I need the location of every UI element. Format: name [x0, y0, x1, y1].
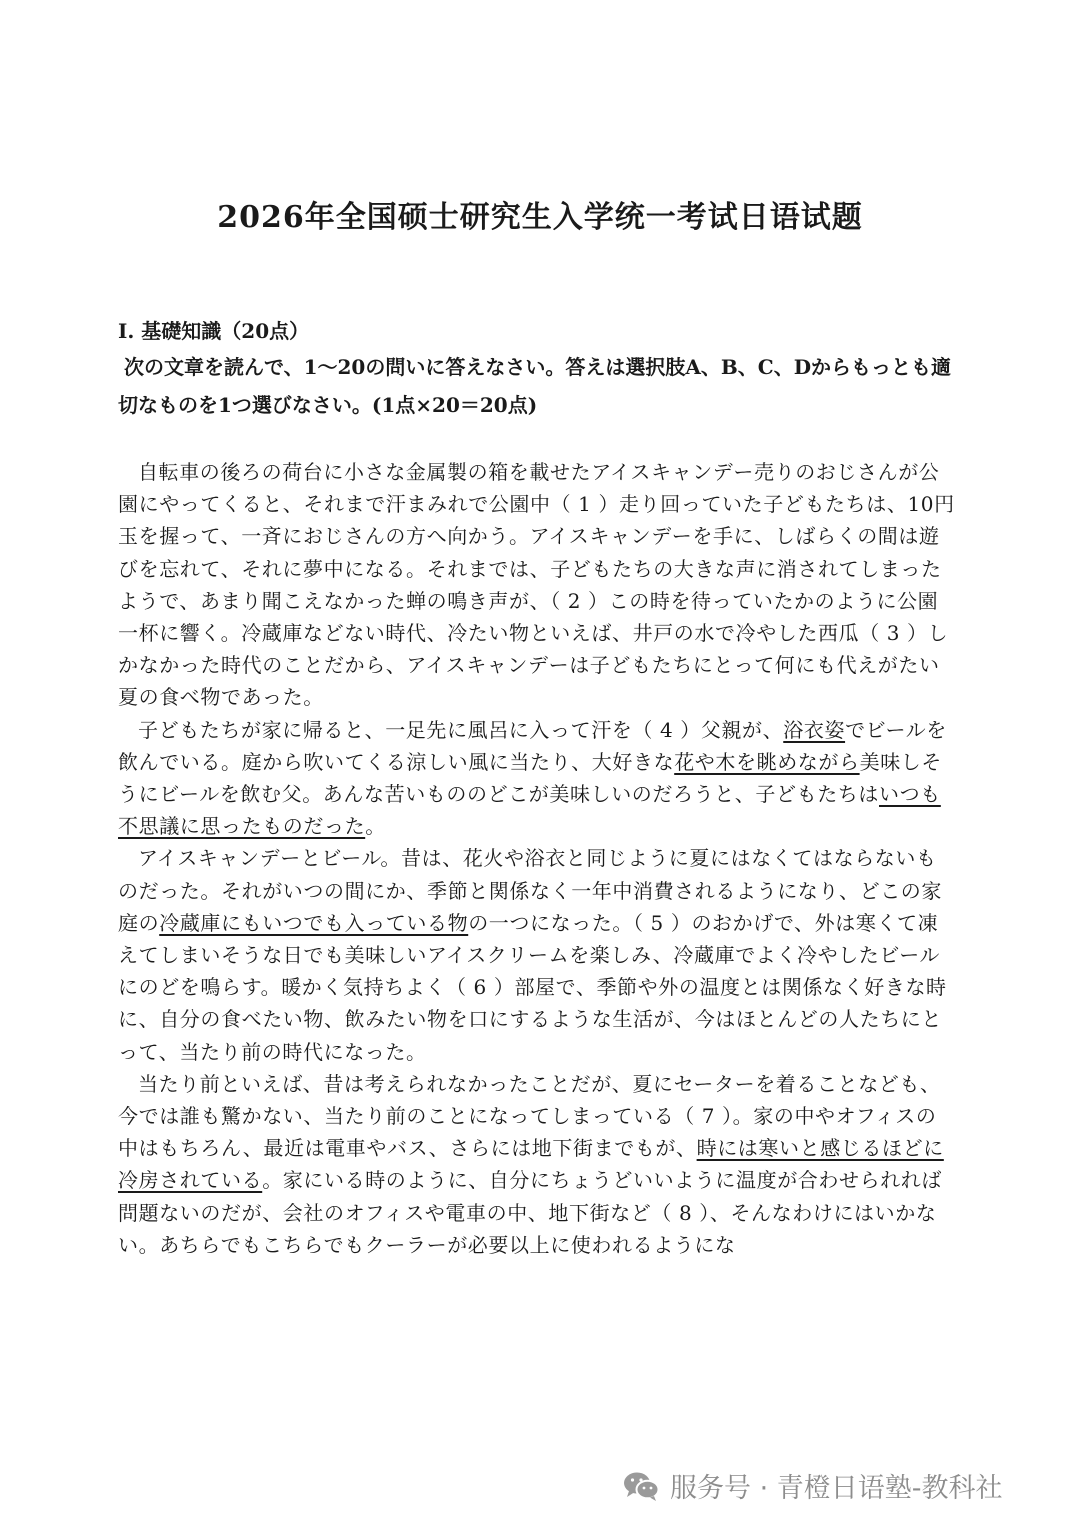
passage-text: でビールを飲んでいる。庭から吹いてくる涼しい風に当たり、大好きな — [118, 717, 947, 774]
section-heading: I. 基礎知識（20点） — [118, 319, 310, 343]
wechat-icon — [622, 1470, 660, 1502]
reading-passage — [118, 456, 956, 1261]
underlined-phrase: 花や木を眺めながら — [674, 749, 860, 774]
underlined-phrase: 時には寒いと感じるほどに冷房されている — [118, 1136, 944, 1193]
watermark — [622, 1466, 1003, 1505]
passage-text: 子どもたちが家に帰ると、一足先に風呂に入って汗を（ 4 ）父親が、 — [138, 717, 784, 742]
passage-paragraph-2 — [118, 714, 956, 843]
passage-text: 。家にいる時のように、自分にちょうどいいように温度が合わせられれば問題ないのだが、会社のオフィスや電車の中、地下街など（ 8 ）、そんなわけにはいかない。あちらでもこちらでもクーラーが必要以上に使われるようにな — [118, 1168, 943, 1257]
exam-title: 2026年全国硕士研究生入学统一考试日语试题 — [217, 200, 863, 235]
passage-text: の一つになった。（ 5 ）のおかげで、外は寒くて凍えてしまいそうな日でも美味しいアイスクリームを楽しみ、冷蔵庫でよく冷やしたビールにのどを鳴らす。暖かく気持ちよく（ 6 ）部屋で、季節や外の温度とは関係なく好きな時に、自分の食べたい物、飲みたい物を口にするような生活が、今はほとんどの人たちにとって、当たり前の時代になった。 — [118, 910, 947, 1064]
passage-paragraph-1: 自転車の後ろの荷台に小さな金属製の箱を載せたアイスキャンデー売りのおじさんが公園にやってくると、それまで汗まみれで公園中（ 1 ）走り回っていた子どもたちは、10円玉を握って、一斉におじさんの方へ向かう。アイスキャンデーを手に、しばらくの間は遊びを忘れて、それに夢中になる。それまでは、子どもたちの大きな声に消されてしまったようで、あまり聞こえなかった蝉の鳴き声が、（ 2 ）この時を待っていたかのように公園一杯に響く。冷蔵庫などない時代、冷たい物といえば、井戸の水で冷やした西瓜（ 3 ）しかなかった時代のことだから、アイスキャンデーは子どもたちにとって何にも代えがたい夏の食べ物であった。 — [118, 460, 955, 710]
underlined-phrase: 冷蔵庫にもいつでも入っている物 — [159, 910, 469, 935]
passage-text: 当たり前といえば、昔は考えられなかったことだが、夏にセーターを着ることなども、今では誰も驚かない、当たり前のことになってしまっている（ 7 ）。家の中やオフィスの中はもちろん、最近は電車やバス、さらには地下街までもが、 — [118, 1071, 941, 1161]
passage-text: アイスキャンデーとビール。昔は、花火や浴衣と同じように夏にはなくてはならないものだった。それがいつの間にか、季節と関係なく一年中消費されるようになり、どこの家庭の — [118, 846, 942, 935]
watermark-text: 服务号 · 青橙日语塾-教科社 — [670, 1473, 1003, 1504]
passage-paragraph-3 — [118, 842, 956, 1067]
underlined-phrase: いつも不思議に思ったものだった — [118, 782, 941, 839]
underlined-phrase: 浴衣姿 — [783, 717, 846, 742]
passage-paragraph-4 — [118, 1068, 956, 1261]
passage-text: 美味しそうにビールを飲む父。あんな苦いもののどこが美味しいのだろうと、子どもたちは — [118, 749, 943, 807]
section-instructions: 次の文章を読んで、1～20の問いに答えなさい。答えは選択肢A、B、C、Dからもっとも適切なものを1つ選びなさい。(1点×20＝20点) — [118, 355, 952, 417]
passage-text: 。 — [365, 814, 386, 839]
